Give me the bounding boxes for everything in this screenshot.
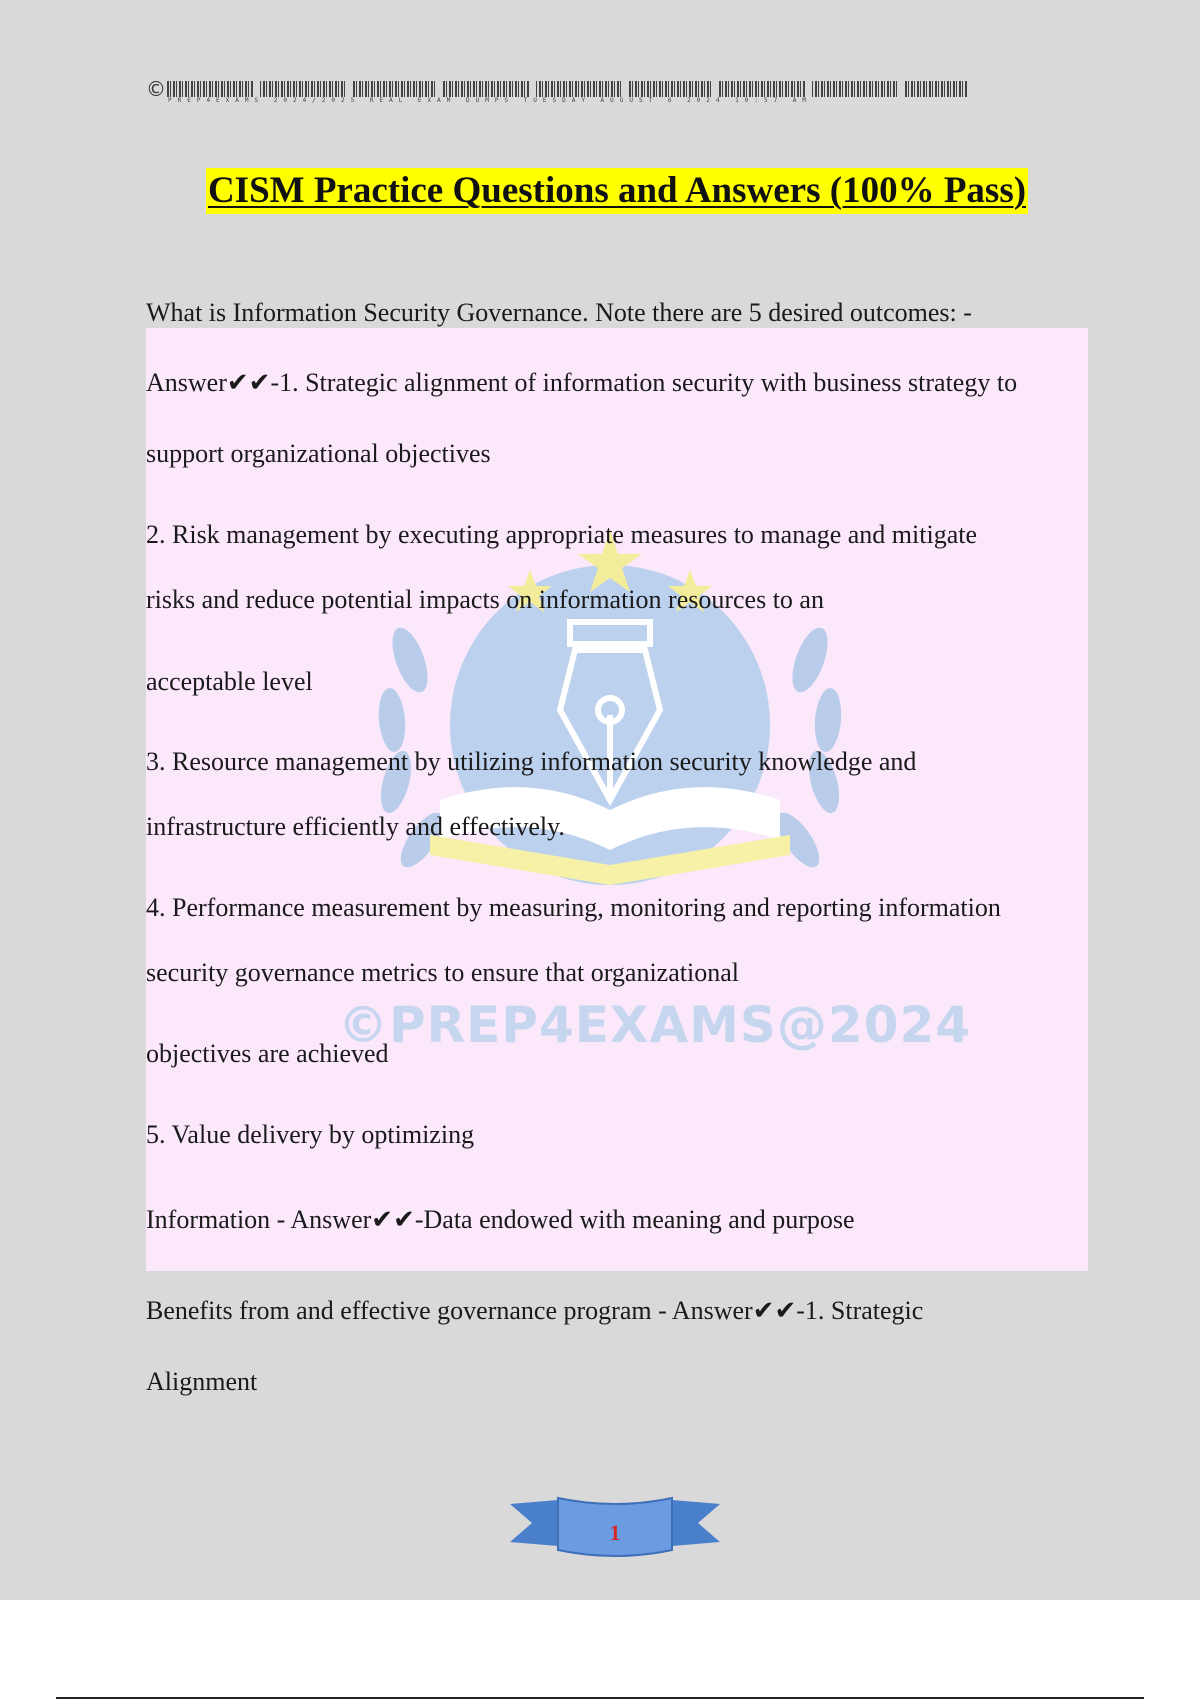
text-line: Benefits from and effective governance program - Answer✔✔-1. Strategic	[146, 1296, 924, 1325]
page-title: CISM Practice Questions and Answers (100% Pass)	[206, 168, 1028, 214]
text-line: support organizational objectives	[146, 439, 491, 468]
text-line: security governance metrics to ensure that organizational	[146, 958, 739, 987]
watermark-text: ©PREP4EXAMS@2024	[338, 996, 972, 1054]
next-page-rule	[56, 1697, 1144, 1699]
text-line: objectives are achieved	[146, 1039, 389, 1068]
copyright-symbol: ©	[146, 78, 165, 101]
text-line: 2. Risk management by executing appropriate measures to manage and mitigate	[146, 520, 978, 549]
text-line: risks and reduce potential impacts on information resources to an	[146, 585, 824, 614]
text-line: 3. Resource management by utilizing information security knowledge and	[146, 747, 917, 776]
text-line: Answer✔✔-1. Strategic alignment of information security with business strategy to	[146, 368, 1018, 397]
page-number: 1	[609, 1520, 621, 1545]
text-line: 4. Performance measurement by measuring, monitoring and reporting information	[146, 893, 1001, 922]
text-line: acceptable level	[146, 667, 313, 696]
title-container	[0, 168, 1200, 214]
header-caption: PREP4EXAMS 2024/2025 REAL EXAM DUMPS TUESDAY AUGUST 6 2024 10:57 AM	[168, 97, 813, 104]
text-line: 5. Value delivery by optimizing	[146, 1120, 475, 1149]
text-line: Information - Answer✔✔-Data endowed with meaning and purpose	[146, 1205, 855, 1234]
text-line: infrastructure efficiently and effectively.	[146, 812, 565, 841]
barcode-graphic	[167, 81, 967, 97]
text-line: What is Information Security Governance. Note there are 5 desired outcomes: -	[146, 298, 972, 327]
text-line: Alignment	[146, 1367, 258, 1396]
